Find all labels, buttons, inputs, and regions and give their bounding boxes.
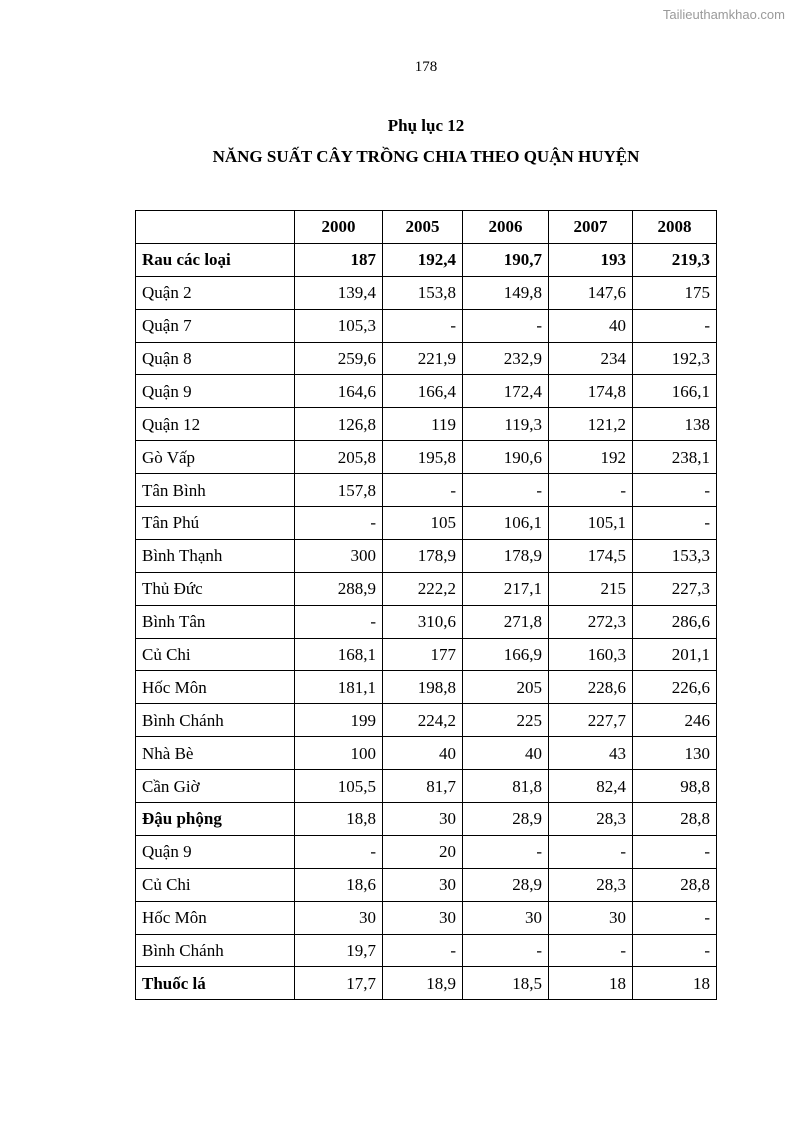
table-cell: 28,8 (633, 803, 717, 836)
table-cell: - (463, 934, 549, 967)
table-cell: 227,7 (549, 704, 633, 737)
table-cell: 149,8 (463, 276, 549, 309)
table-cell: 187 (295, 243, 383, 276)
table-cell: 286,6 (633, 605, 717, 638)
header-year: 2005 (383, 211, 463, 244)
table-cell: 81,7 (383, 770, 463, 803)
watermark: Tailieuthamkhao.com (662, 7, 785, 22)
table-row (136, 704, 717, 737)
table-cell: 43 (549, 737, 633, 770)
table-cell: - (633, 901, 717, 934)
row-label: Quận 7 (136, 309, 295, 342)
table-cell: 30 (383, 901, 463, 934)
table-cell: 40 (549, 309, 633, 342)
table-cell: 17,7 (295, 967, 383, 1000)
row-label: Nhà Bè (136, 737, 295, 770)
table-cell: 190,6 (463, 441, 549, 474)
table-cell: 20 (383, 835, 463, 868)
table-cell: - (295, 507, 383, 540)
crop-yield-table (135, 210, 717, 1000)
table-cell: 192 (549, 441, 633, 474)
table-cell: 227,3 (633, 572, 717, 605)
table-cell: - (633, 835, 717, 868)
table-cell: 138 (633, 408, 717, 441)
table-row (136, 507, 717, 540)
table-row (136, 605, 717, 638)
table-cell: 28,9 (463, 868, 549, 901)
table-cell: 177 (383, 638, 463, 671)
row-label: Quận 9 (136, 375, 295, 408)
table-cell: 199 (295, 704, 383, 737)
row-label: Hốc Môn (136, 901, 295, 934)
table-cell: 172,4 (463, 375, 549, 408)
table-cell: 105,1 (549, 507, 633, 540)
table-cell: 225 (463, 704, 549, 737)
table-row (136, 967, 717, 1000)
table-cell: 28,3 (549, 868, 633, 901)
table-cell: - (633, 309, 717, 342)
table-cell: 222,2 (383, 572, 463, 605)
table-cell: 215 (549, 572, 633, 605)
table-cell: 126,8 (295, 408, 383, 441)
table-cell: 153,3 (633, 539, 717, 572)
table-cell: 121,2 (549, 408, 633, 441)
table-cell: - (633, 507, 717, 540)
table-row (136, 868, 717, 901)
table-cell: 18,5 (463, 967, 549, 1000)
table-cell: 272,3 (549, 605, 633, 638)
table-cell: - (295, 605, 383, 638)
header-year: 2000 (295, 211, 383, 244)
header-year: 2007 (549, 211, 633, 244)
table-cell: 157,8 (295, 474, 383, 507)
table-row (136, 441, 717, 474)
row-label: Thủ Đức (136, 572, 295, 605)
row-label: Bình Chánh (136, 704, 295, 737)
table-cell: 30 (295, 901, 383, 934)
table-cell: 30 (549, 901, 633, 934)
table-cell: 166,1 (633, 375, 717, 408)
table-cell: - (383, 934, 463, 967)
table-cell: 201,1 (633, 638, 717, 671)
table-cell: 300 (295, 539, 383, 572)
table-cell: 288,9 (295, 572, 383, 605)
table-row (136, 671, 717, 704)
table-cell: 18,6 (295, 868, 383, 901)
table-cell: 130 (633, 737, 717, 770)
table-header-row (136, 211, 717, 244)
table-cell: - (463, 474, 549, 507)
table-cell: 181,1 (295, 671, 383, 704)
table-cell: 174,5 (549, 539, 633, 572)
table-cell: - (633, 934, 717, 967)
table-row (136, 737, 717, 770)
row-label: Tân Phú (136, 507, 295, 540)
table-cell: - (383, 309, 463, 342)
table-cell: 81,8 (463, 770, 549, 803)
table-row (136, 375, 717, 408)
table-cell: 147,6 (549, 276, 633, 309)
page-number: 178 (414, 59, 438, 75)
table-cell: - (383, 474, 463, 507)
table-row (136, 770, 717, 803)
table-cell: 205 (463, 671, 549, 704)
table-cell: 228,6 (549, 671, 633, 704)
table-row (136, 539, 717, 572)
table-cell: 98,8 (633, 770, 717, 803)
table-cell: 166,9 (463, 638, 549, 671)
table-cell: 164,6 (295, 375, 383, 408)
table-cell: 166,4 (383, 375, 463, 408)
table-cell: 40 (383, 737, 463, 770)
table-cell: 100 (295, 737, 383, 770)
table-cell: 19,7 (295, 934, 383, 967)
table-cell: 259,6 (295, 342, 383, 375)
table-cell: 178,9 (383, 539, 463, 572)
table-cell: 160,3 (549, 638, 633, 671)
table-row (136, 934, 717, 967)
row-label: Quận 2 (136, 276, 295, 309)
header-year: 2008 (633, 211, 717, 244)
table-cell: 192,3 (633, 342, 717, 375)
row-label: Hốc Môn (136, 671, 295, 704)
table-cell: 246 (633, 704, 717, 737)
row-label: Bình Tân (136, 605, 295, 638)
row-label: Gò Vấp (136, 441, 295, 474)
table-cell: 178,9 (463, 539, 549, 572)
table-cell: 205,8 (295, 441, 383, 474)
table-row (136, 803, 717, 836)
table-cell: 30 (383, 868, 463, 901)
table-cell: 28,9 (463, 803, 549, 836)
table-cell: 224,2 (383, 704, 463, 737)
row-label: Quận 12 (136, 408, 295, 441)
table-cell: 168,1 (295, 638, 383, 671)
header-corner (136, 211, 295, 244)
table-cell: - (549, 835, 633, 868)
table-cell: 193 (549, 243, 633, 276)
row-label: Quận 9 (136, 835, 295, 868)
table-cell: 18,9 (383, 967, 463, 1000)
table-cell: 30 (383, 803, 463, 836)
table-cell: 105,5 (295, 770, 383, 803)
table-cell: 105,3 (295, 309, 383, 342)
table-cell: 28,8 (633, 868, 717, 901)
table-cell: 40 (463, 737, 549, 770)
table-cell: 234 (549, 342, 633, 375)
table-cell: 310,6 (383, 605, 463, 638)
table-cell: - (633, 474, 717, 507)
table-cell: 18 (633, 967, 717, 1000)
row-label: Củ Chi (136, 868, 295, 901)
table-cell: 190,7 (463, 243, 549, 276)
table-row (136, 309, 717, 342)
table-row (136, 243, 717, 276)
table-row (136, 638, 717, 671)
page-title: NĂNG SUẤT CÂY TRỒNG CHIA THEO QUẬN HUYỆN (212, 147, 640, 166)
table-row (136, 835, 717, 868)
table-cell: 195,8 (383, 441, 463, 474)
table-cell: 139,4 (295, 276, 383, 309)
table-row (136, 474, 717, 507)
table-cell: - (295, 835, 383, 868)
appendix-heading: Phụ lục 12 (387, 116, 465, 135)
table-cell: 226,6 (633, 671, 717, 704)
table-cell: 119,3 (463, 408, 549, 441)
table-row (136, 572, 717, 605)
table-cell: 232,9 (463, 342, 549, 375)
table-cell: 18,8 (295, 803, 383, 836)
table-cell: 271,8 (463, 605, 549, 638)
table-row (136, 408, 717, 441)
table-row (136, 342, 717, 375)
row-label: Quận 8 (136, 342, 295, 375)
row-label: Rau các loại (136, 243, 295, 276)
table-cell: - (549, 474, 633, 507)
table-cell: 153,8 (383, 276, 463, 309)
table-cell: 175 (633, 276, 717, 309)
table-cell: 219,3 (633, 243, 717, 276)
table-cell: - (463, 309, 549, 342)
table-cell: 238,1 (633, 441, 717, 474)
table-cell: - (549, 934, 633, 967)
table-cell: 192,4 (383, 243, 463, 276)
table-row (136, 276, 717, 309)
table-cell: 82,4 (549, 770, 633, 803)
table-row (136, 901, 717, 934)
table-cell: 221,9 (383, 342, 463, 375)
header-year: 2006 (463, 211, 549, 244)
table-cell: - (463, 835, 549, 868)
table-cell: 28,3 (549, 803, 633, 836)
table-cell: 174,8 (549, 375, 633, 408)
row-label: Bình Thạnh (136, 539, 295, 572)
row-label: Bình Chánh (136, 934, 295, 967)
row-label: Thuốc lá (136, 967, 295, 1000)
row-label: Cần Giờ (136, 770, 295, 803)
table-cell: 18 (549, 967, 633, 1000)
row-label: Đậu phộng (136, 803, 295, 836)
row-label: Củ Chi (136, 638, 295, 671)
table-cell: 217,1 (463, 572, 549, 605)
row-label: Tân Bình (136, 474, 295, 507)
table-cell: 198,8 (383, 671, 463, 704)
table-cell: 119 (383, 408, 463, 441)
table-cell: 106,1 (463, 507, 549, 540)
table-cell: 105 (383, 507, 463, 540)
table-cell: 30 (463, 901, 549, 934)
